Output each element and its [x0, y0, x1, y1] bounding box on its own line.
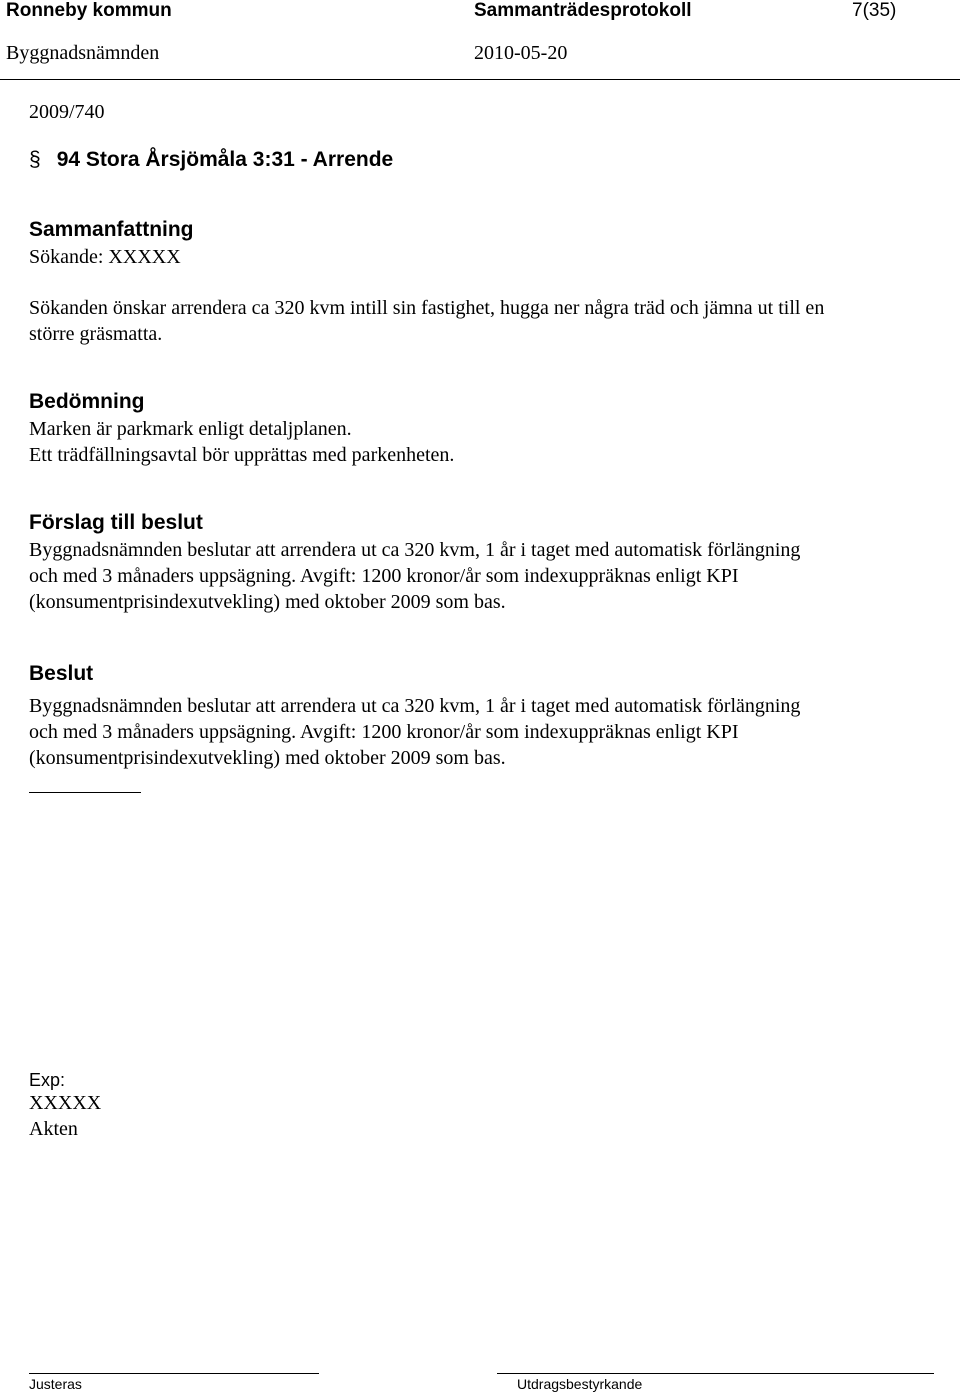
forslag-line-2: och med 3 månaders uppsägning. Avgift: 1200 kronor/år som indexuppräknas enligt KPI [29, 565, 739, 587]
forslag-text [29, 537, 800, 615]
paragraph-title-text: 94 Stora Årsjömåla 3:31 - Arrende [56, 148, 394, 171]
page-number: 7(35) [852, 0, 897, 21]
beslut-line-1: Byggnadsnämnden beslutar att arrendera ut ca 320 kvm, 1 år i taget med automatisk förlängning [29, 695, 801, 717]
beslut-line-3: (konsumentprisindexutvekling) med oktober 2009 som bas. [29, 747, 506, 769]
justeras-line [29, 1373, 319, 1374]
beslut-text [29, 693, 800, 771]
expedition-recipients [29, 1090, 101, 1142]
beslut-line-2: och med 3 månaders uppsägning. Avgift: 1200 kronor/år som indexuppräknas enligt KPI [29, 721, 739, 743]
forslag-line-3: (konsumentprisindexutvekling) med oktober 2009 som bas. [29, 591, 506, 613]
bedomning-line-2: Ett trädfällningsavtal bör upprättas med parkenheten. [29, 444, 455, 466]
heading-bedomning: Bedömning [29, 390, 145, 413]
utdragsbestyrkande-label: Utdragsbestyrkande [517, 1376, 643, 1392]
justeras-label: Justeras [29, 1376, 82, 1392]
document-type: Sammanträdesprotokoll [474, 0, 692, 21]
expedition-label: Exp: [29, 1070, 66, 1090]
heading-forslag-till-beslut: Förslag till beslut [29, 511, 203, 534]
utdragsbestyrkande-line [497, 1373, 934, 1374]
expedition-recipient: XXXXX [29, 1092, 102, 1114]
section-end-line [29, 792, 141, 793]
header-rule [0, 79, 960, 80]
case-number: 2009/740 [29, 101, 105, 123]
heading-beslut: Beslut [29, 662, 94, 685]
forslag-line-1: Byggnadsnämnden beslutar att arrendera ut ca 320 kvm, 1 år i taget med automatisk förlängning [29, 539, 801, 561]
sammanfattning-applicant: Sökande: XXXXX [29, 246, 181, 268]
section-symbol: § [29, 148, 41, 171]
committee-name: Byggnadsnämnden [6, 42, 160, 64]
sammanfattning-line-1: Sökanden önskar arrendera ca 320 kvm intill sin fastighet, hugga ner några träd och jämna ut till en [29, 297, 825, 319]
municipality-name: Ronneby kommun [6, 0, 172, 21]
heading-sammanfattning: Sammanfattning [29, 218, 194, 241]
expedition-recipient: Akten [29, 1118, 78, 1140]
paragraph-title [29, 148, 393, 172]
sammanfattning-text [29, 295, 824, 347]
meeting-date: 2010-05-20 [474, 42, 568, 64]
bedomning-line-1: Marken är parkmark enligt detaljplanen. [29, 418, 352, 440]
sammanfattning-line-2: större gräsmatta. [29, 323, 163, 345]
bedomning-text [29, 416, 454, 468]
